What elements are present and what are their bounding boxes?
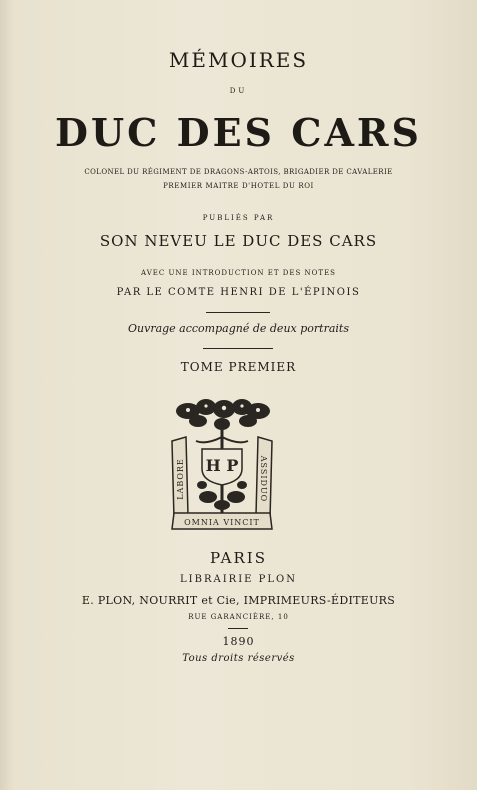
imprint-year: 1890 xyxy=(222,635,255,648)
subtitle-line1: COLONEL DU RÉGIMENT DE DRAGONS-ARTOIS, BRIGADIER DE CAVALERIE xyxy=(84,168,393,176)
intro-line: AVEC UNE INTRODUCTION ET DES NOTES xyxy=(141,269,336,277)
imprint-printers: E. PLON, NOURRIT et Cie, IMPRIMEURS-ÉDITEURS xyxy=(81,594,396,607)
imprint-city: PARIS xyxy=(209,549,268,567)
imprint-library: LIBRAIRIE PLON xyxy=(180,574,297,585)
intro-author: PAR LE COMTE HENRI DE L'ÉPINOIS xyxy=(116,287,361,298)
title-du: DU xyxy=(229,87,248,95)
divider-3 xyxy=(228,628,248,629)
volume-label: TOME PREMIER xyxy=(180,360,297,374)
emblem-motto-left: LABORE xyxy=(176,458,185,500)
printer-emblem-icon xyxy=(166,397,278,531)
divider-1 xyxy=(206,312,270,313)
emblem-motto-bottom: OMNIA VINCIT xyxy=(184,518,260,527)
editor-name: SON NEVEU LE DUC DES CARS xyxy=(99,232,378,250)
emblem-motto-right: ASSIDUO xyxy=(259,455,268,503)
subtitle-line2: PREMIER MAITRE D'HOTEL DU ROI xyxy=(163,182,314,190)
imprint-street: RUE GARANCIÈRE, 10 xyxy=(188,613,289,621)
portraits-note: Ouvrage accompagné de deux portraits xyxy=(128,322,349,335)
title-memoires: MÉMOIRES xyxy=(168,48,309,72)
divider-2 xyxy=(203,348,273,349)
emblem-initials: H P xyxy=(205,456,239,475)
imprint-rights: Tous droits réservés xyxy=(182,653,295,664)
publies-par: PUBLIÉS PAR xyxy=(202,214,275,222)
title-name: DUC DES CARS xyxy=(55,110,422,155)
